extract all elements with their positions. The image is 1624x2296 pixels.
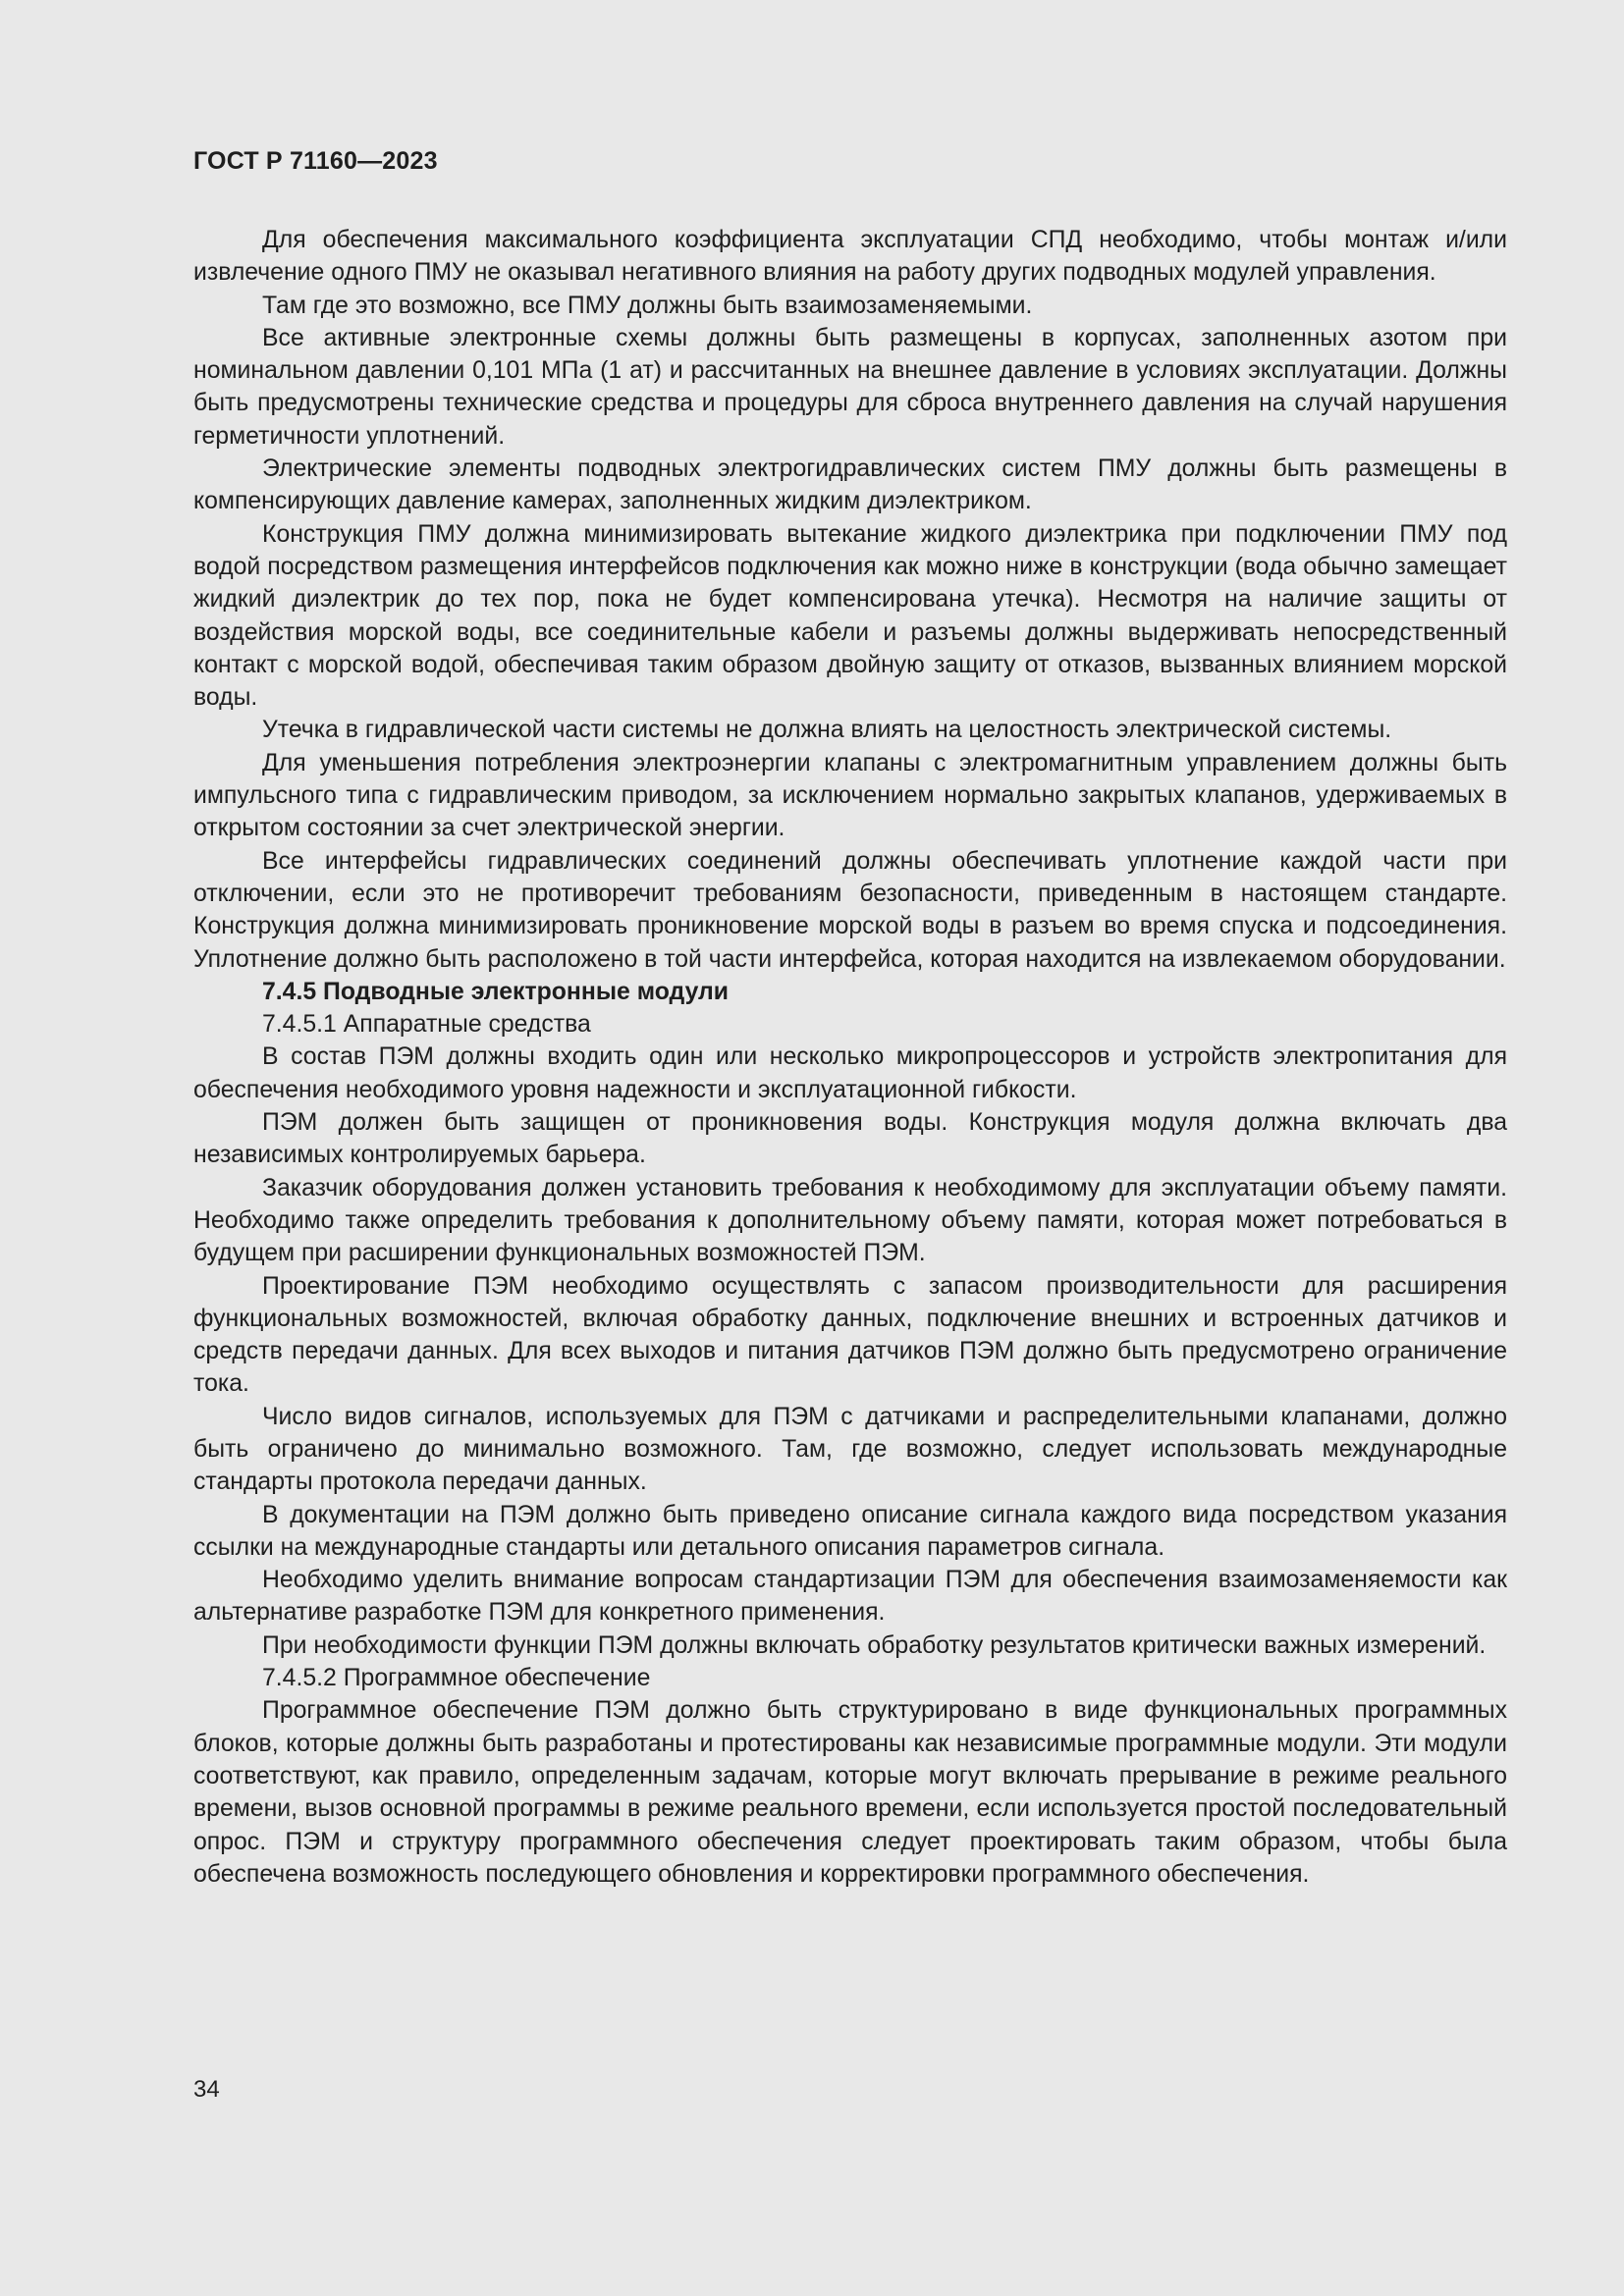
- document-header-id: ГОСТ Р 71160—2023: [193, 147, 438, 175]
- body-paragraph: Для обеспечения максимального коэффициента эксплуатации СПД необходимо, чтобы монтаж и/или извлечение одного ПМУ не оказывал негативного влияния на работу других подводных модулей управления.: [193, 227, 1507, 287]
- page-number: 34: [193, 2076, 220, 2103]
- document-body: [193, 224, 1507, 1891]
- body-paragraph: При необходимости функции ПЭМ должны включать обработку результатов критически важных измерений.: [262, 1631, 1487, 1659]
- body-paragraph: Проектирование ПЭМ необходимо осуществлять с запасом производительности для расширения функциональных возможностей, включая обработку данных, подключение внешних и встроенных датчиков и средств передачи данных. Для всех выходов и питания датчиков ПЭМ должно быть предусмотрено ограничение тока.: [193, 1272, 1507, 1398]
- body-paragraph: В состав ПЭМ должны входить один или несколько микропроцессоров и устройств электропитания для обеспечения необходимого уровня надежности и эксплуатационной гибкости.: [193, 1043, 1507, 1103]
- body-paragraph: Утечка в гидравлической части системы не должна влиять на целостность электрической системы.: [262, 717, 1392, 744]
- section-heading: 7.4.5 Подводные электронные модули: [262, 978, 730, 1005]
- body-paragraph: Все активные электронные схемы должны быть размещены в корпусах, заполненных азотом при номинальном давлении 0,101 МПа (1 ат) и рассчитанных на внешнее давление в условиях эксплуатации. Должны быть предусмотрены технические средства и процедуры для сброса внутреннего давления на случай нарушения герметичности уплотнений.: [193, 324, 1507, 450]
- subsection-heading: 7.4.5.2 Программное обеспечение: [262, 1665, 651, 1692]
- body-paragraph: Для уменьшения потребления электроэнергии клапаны с электромагнитным управлением должны быть импульсного типа с гидравлическим приводом, за исключением нормально закрытых клапанов, удерживаемых в открытом состоянии за счет электрической энергии.: [193, 749, 1507, 842]
- body-paragraph: ПЭМ должен быть защищен от проникновения воды. Конструкция модуля должна включать два независимых контролируемых барьера.: [193, 1109, 1507, 1169]
- body-paragraph: Электрические элементы подводных электрогидравлических систем ПМУ должны быть размещены в компенсирующих давление камерах, заполненных жидким диэлектриком.: [193, 455, 1507, 515]
- body-paragraph: Там где это возможно, все ПМУ должны быть взаимозаменяемыми.: [262, 292, 1033, 319]
- body-paragraph: Все интерфейсы гидравлических соединений должны обеспечивать уплотнение каждой части при отключении, если это не противоречит требованиям безопасности, приведенным в настоящем стандарте. Конструкция должна минимизировать проникновение морской воды в разъем во время спуска и подсоединения. Уплотнение должно быть расположено в той части интерфейса, которая находится на извлекаемом оборудовании.: [193, 847, 1507, 973]
- subsection-heading: 7.4.5.1 Аппаратные средства: [262, 1011, 591, 1039]
- body-paragraph: Необходимо уделить внимание вопросам стандартизации ПЭМ для обеспечения взаимозаменяемости как альтернативе разработке ПЭМ для конкретного применения.: [193, 1567, 1507, 1627]
- body-paragraph: В документации на ПЭМ должно быть приведено описание сигнала каждого вида посредством указания ссылки на международные стандарты или детального описания параметров сигнала.: [193, 1501, 1507, 1561]
- body-paragraph: Число видов сигналов, используемых для ПЭМ с датчиками и распределительными клапанами, должно быть ограничено до минимально возможного. Там, где возможно, следует использовать международные стандарты протокола передачи данных.: [193, 1403, 1507, 1496]
- body-paragraph: Конструкция ПМУ должна минимизировать вытекание жидкого диэлектрика при подключении ПМУ под водой посредством размещения интерфейсов подключения как можно ниже в конструкции (вода обычно замещает жидкий диэлектрик до тех пор, пока не будет компенсирована утечка). Несмотря на наличие защиты от воздействия морской воды, все соединительные кабели и разъемы должны выдерживать непосредственный контакт с морской водой, обеспечивая таким образом двойную защиту от отказов, вызванных влиянием морской воды.: [193, 520, 1507, 712]
- body-paragraph: Программное обеспечение ПЭМ должно быть структурировано в виде функциональных программных блоков, которые должны быть разработаны и протестированы как независимые программные модули. Эти модули соответствуют, как правило, определенным задачам, которые могут включать прерывание в режиме реального времени, вызов основной программы в режиме реального времени, если используется простой последовательный опрос. ПЭМ и структуру программного обеспечения следует проектировать таким образом, чтобы была обеспечена возможность последующего обновления и корректировки программного обеспечения.: [193, 1697, 1507, 1888]
- body-paragraph: Заказчик оборудования должен установить требования к необходимому для эксплуатации объему памяти. Необходимо также определить требования к дополнительному объему памяти, которая может потребоваться в будущем при расширении функциональных возможностей ПЭМ.: [193, 1174, 1507, 1267]
